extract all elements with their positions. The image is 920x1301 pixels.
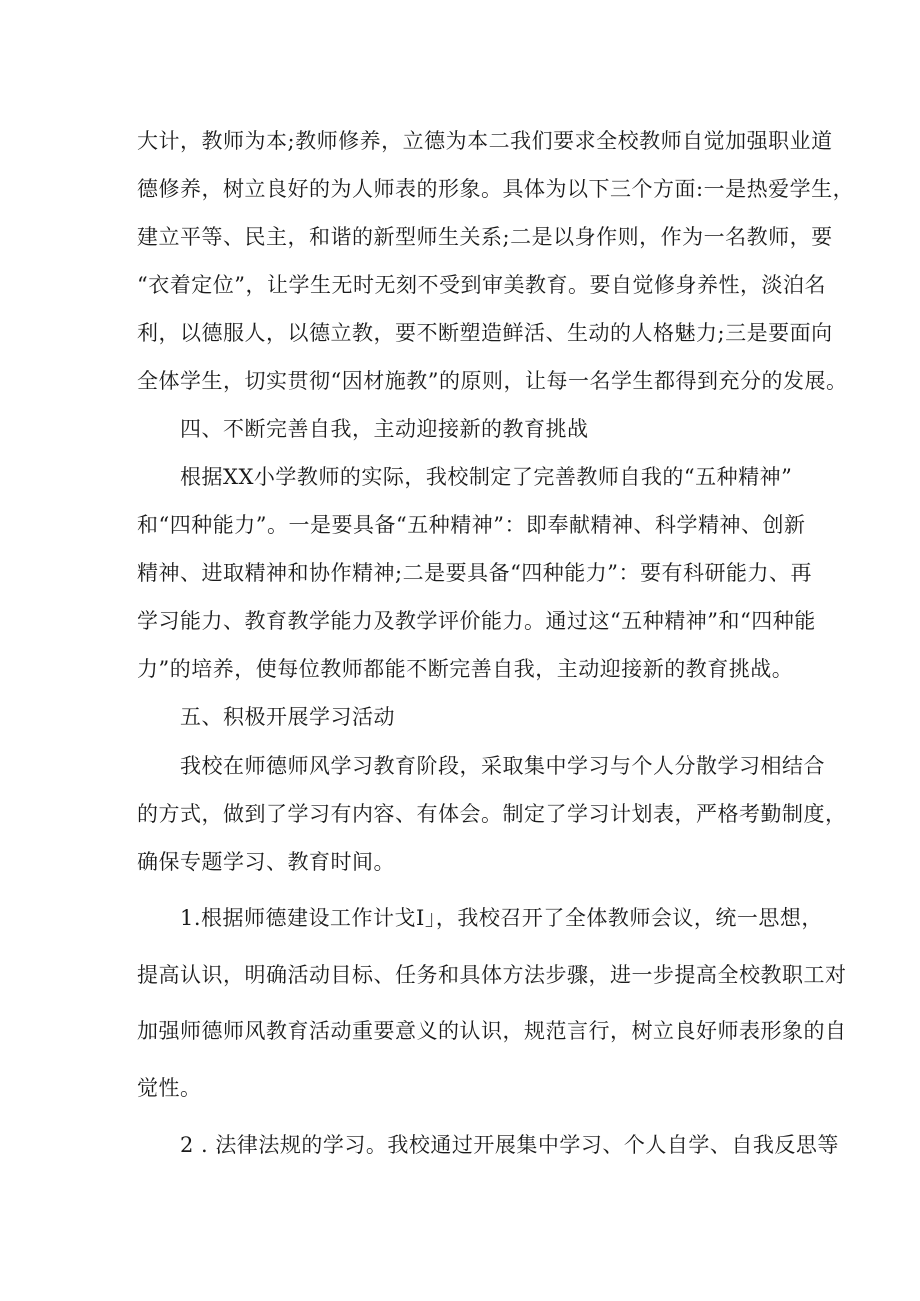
text-line: “衣着定位”，让学生无时无刻不受到审美教育。要自觉修身养性，淡泊名 — [137, 273, 826, 297]
text-line: 建立平等、民主，和谐的新型师生关系;二是以身作则，作为一名教师，要 — [137, 225, 833, 249]
text-line: 利，以德服人，以德立教，要不断塑造鲜活、生动的人格魅力;三是要面向 — [137, 321, 833, 345]
text-line: 1.根据师德建设工作计戈I」，我校召开了全体教师会议，统一思想， — [180, 906, 823, 930]
text-line: 大计，教师为本;教师修养，立德为本二我们要求全校教师自觉加强职业道 — [137, 129, 833, 153]
text-line: 2 . 法律法规的学习。我校通过开展集中学习、个人自学、自我反思等 — [180, 1133, 839, 1157]
text-line: 提高认识，明确活动目标、任务和具体方法步骤，进一步提高全校教职工对 — [137, 963, 847, 987]
text-line: 的方式，做到了学习有内容、有体会。制定了学习计划表，严格考勤制度， — [137, 802, 847, 826]
text-line: 加强师德师风教育活动重要意义的认识，规范言行，树立良好师表形象的自 — [137, 1019, 847, 1043]
text-line: 确保专题学习、教育时间。 — [137, 850, 395, 874]
text-line: 全体学生，切实贯彻“因材施教”的原则，让每一名学生都得到充分的发展。 — [137, 369, 848, 393]
text-line: 德修养，树立良好的为人师表的形象。具体为以下三个方面:一是热爱学生， — [137, 177, 855, 201]
text-line: 觉性。 — [137, 1076, 202, 1100]
text-line: 力”的培养，使每位教师都能不断完善自我，主动迎接新的教育挑战。 — [137, 657, 794, 681]
section-heading: 四、不断完善自我，主动迎接新的教育挑战 — [180, 417, 589, 441]
text-line: 精神、进取精神和协作精神;二是要具备“四种能力”：要有科研能力、再 — [137, 561, 813, 585]
text-line: 和“四种能力”。一是要具备“五种精神”：即奉献精神、科学精神、创新 — [137, 513, 806, 537]
text-line: 根据XX小学教师的实际，我校制定了完善教师自我的“五种精神” — [180, 465, 793, 489]
section-heading: 五、积极开展学习活动 — [180, 705, 395, 729]
text-line: 学习能力、教育教学能力及教学评价能力。通过这“五种精神”和“四种能 — [137, 609, 816, 633]
text-line: 我校在师德师风学习教育阶段，采取集中学习与个人分散学习相结合 — [180, 754, 825, 778]
